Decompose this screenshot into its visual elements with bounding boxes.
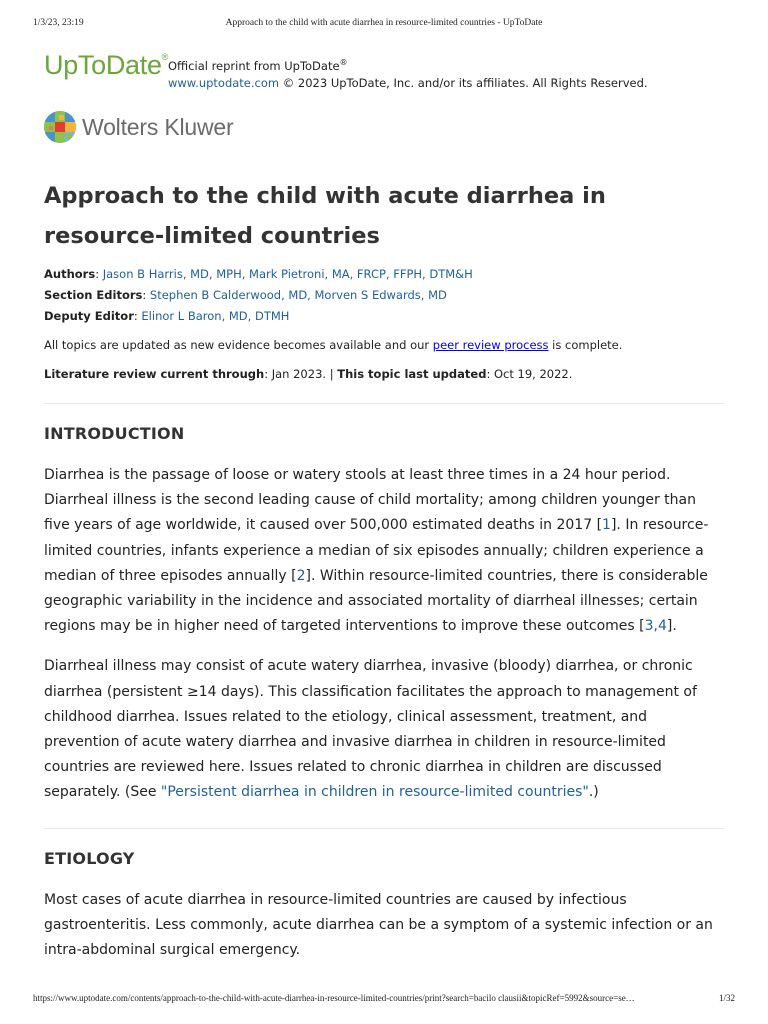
intro-paragraph-1: [44, 463, 724, 639]
intro-p2-text-b: .): [588, 784, 599, 801]
deputy-editor-link[interactable]: Elinor L Baron, MD, DTMH: [141, 309, 290, 323]
notice-text-end: is complete.: [548, 338, 623, 352]
uptodate-header: [44, 50, 724, 90]
persistent-diarrhea-link[interactable]: "Persistent diarrhea in children in resource-limited countries": [160, 784, 589, 801]
reprint-line: Official reprint from UpToDate: [168, 58, 340, 73]
lit-review-label: Literature review current through: [44, 367, 265, 381]
intro-p1-text-c: ]. Within resource-limited countries, there is considerable geographic variability in the incidence and associated mortality of diarrheal illnesses; certain regions may be in higher need of targeted interventions to improve these outcomes [: [44, 567, 708, 635]
intro-paragraph-2: [44, 654, 724, 805]
copyright-text: © 2023 UpToDate, Inc. and/or its affiliates. All Rights Reserved.: [279, 75, 648, 90]
page-number: 1/32: [718, 993, 735, 1003]
divider: [44, 828, 724, 829]
reference-link-1[interactable]: 1: [602, 517, 611, 534]
wolters-kluwer-mosaic-icon: [44, 111, 76, 143]
article-body: [44, 424, 724, 963]
reference-link-3-4[interactable]: 3,4: [644, 618, 667, 635]
section-editors-line: Section Editors: Stephen B Calderwood, MD, Morven S Edwards, MD: [44, 288, 447, 302]
reprint-registered-mark: ®: [339, 58, 348, 67]
article-title: Approach to the child with acute diarrhea in resource-limited countries: [44, 183, 606, 249]
authors-links[interactable]: Jason B Harris, MD, MPH, Mark Pietroni, MA, FRCP, FFPH, DTM&H: [102, 267, 473, 281]
reprint-notice: [168, 54, 648, 92]
deputy-editor-line: Deputy Editor: Elinor L Baron, MD, DTMH: [44, 309, 290, 323]
divider: [44, 403, 724, 404]
intro-p1-text-d: ].: [666, 618, 677, 635]
print-datetime: 1/3/23, 23:19: [33, 18, 84, 28]
reference-link-2[interactable]: 2: [296, 567, 306, 584]
etiology-paragraph-1: Most cases of acute diarrhea in resource-limited countries are caused by infectious gastroenteritis. Less commonly, acute diarrhea can be a symptom of a systemic infection or an intra-abdominal surgical emergency.: [44, 891, 713, 959]
last-updated-value: : Oct 19, 2022.: [486, 367, 573, 381]
intro-p2-text-a: Diarrheal illness may consist of acute watery diarrhea, invasive (bloody) diarrhea, or chronic diarrhea (persistent ≥14 days). This classification facilitates the approach to management of childhood diarrhea. Issues related to the etiology, clinical assessment, treatment, and prevention of acute watery diarrhea and invasive diarrhea in children in resource-limited countries are reviewed here. Issues related to chronic diarrhea in children are discussed separately. (See: [44, 658, 697, 801]
etiology-heading: ETIOLOGY: [44, 848, 135, 868]
peer-review-link[interactable]: peer review process: [432, 338, 549, 352]
lit-review-value: : Jan 2023. |: [264, 367, 338, 381]
intro-p1-text-b: ]. In resource-limited countries, infants experience a median of six episodes annually; children experience a median of three episodes annually [: [44, 517, 709, 584]
notice-text: All topics are updated as new evidence becomes available and our: [44, 338, 433, 352]
section-editors-label: Section Editors: [44, 288, 143, 302]
article: [44, 176, 724, 963]
print-page-title: Approach to the child with acute diarrhea in resource-limited countries - UpToDate: [225, 18, 543, 28]
print-url: https://www.uptodate.com/contents/approach-to-the-child-with-acute-diarrhea-in-resource-limited-countries/print?search=bacilo clausii&topicRef=5992&source=se…: [33, 993, 635, 1003]
update-notice: [44, 335, 724, 356]
uptodate-site-link[interactable]: www.uptodate.com: [168, 75, 280, 90]
intro-p1-text-a: Diarrhea is the passage of loose or watery stools at least three times in a 24 hour period. Diarrheal illness is the second leading cause of child mortality; among children younger than five years of age worldwide, it caused over 500,000 estimated deaths in 2017 [: [44, 467, 696, 534]
uptodate-logo[interactable]: [44, 50, 168, 81]
introduction-heading: INTRODUCTION: [44, 424, 185, 443]
review-dates: [44, 364, 724, 385]
logo-text: UpToDate: [44, 50, 162, 80]
article-meta: [44, 264, 724, 327]
last-updated-label: This topic last updated: [337, 367, 487, 381]
logo-registered-mark: ®: [161, 52, 169, 62]
publisher-name: Wolters Kluwer: [82, 114, 234, 140]
authors-line: Authors: Jason B Harris, MD, MPH, Mark Pietroni, MA, FRCP, FFPH, DTM&H: [44, 267, 473, 281]
authors-label: Authors: [44, 267, 96, 281]
section-editors-links[interactable]: Stephen B Calderwood, MD, Morven S Edwards, MD: [149, 288, 447, 302]
deputy-editor-label: Deputy Editor: [44, 309, 134, 323]
